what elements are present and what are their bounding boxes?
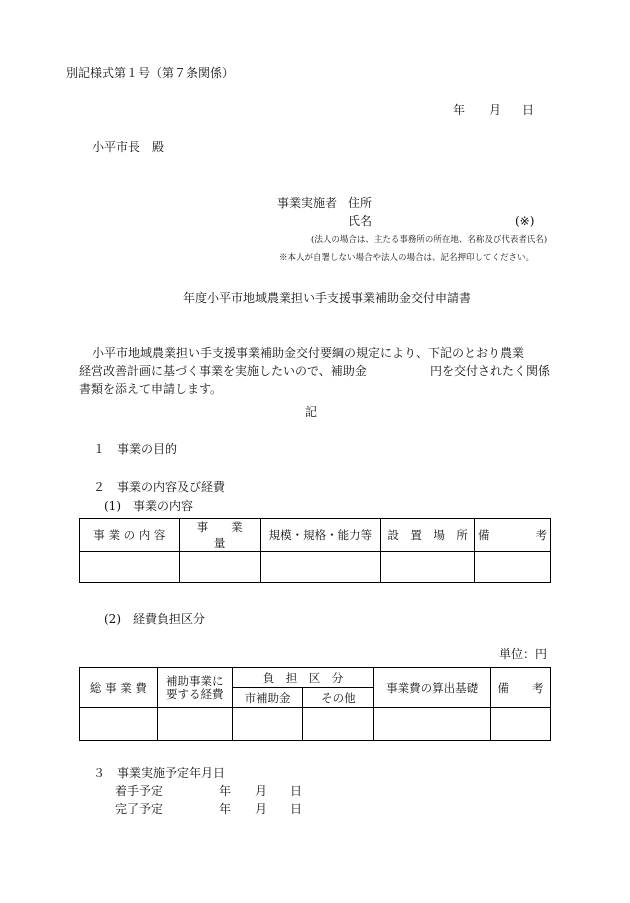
col-content: 事 業 の 内 容 xyxy=(80,519,180,552)
col-scale: 規模・規格・能力等 xyxy=(260,519,381,552)
body-line-3: 書類を添えて申請します。 xyxy=(79,382,223,396)
col-location: 設 置 場 所 xyxy=(381,519,475,552)
body-line-2b: 円を交付されたく関係 xyxy=(430,364,551,378)
col-burden: 負 担 区 分 xyxy=(232,668,374,688)
subsidy-target-cell xyxy=(157,708,232,741)
table-row xyxy=(80,552,551,583)
date-day: 日 xyxy=(522,103,535,117)
body-line-1: 小平市地域農業担い手支援事業補助金交付要綱の規定により、下記のとおり農業 xyxy=(92,346,525,360)
subsection-2-cost-share: (2) 経費負担区分 xyxy=(104,612,205,626)
ki-mark: 記 xyxy=(305,405,318,419)
form-id: 別記様式第１号（第７条関係） xyxy=(66,66,235,80)
unit-label: 単位：円 xyxy=(499,647,548,661)
location-cell xyxy=(381,552,475,583)
remarks-cell xyxy=(491,708,551,741)
date-year: 年 xyxy=(453,103,466,117)
seal-mark: (※) xyxy=(515,214,535,228)
section-1-purpose: １ 事業の目的 xyxy=(93,442,178,456)
content-cell xyxy=(80,552,180,583)
note-signature: ※本人が自署しない場合や法人の場合は、記名押印してください。 xyxy=(279,253,535,263)
section-2-content-cost: ２ 事業の内容及び経費 xyxy=(93,480,226,494)
cost-share-table xyxy=(79,667,551,741)
applicant-role: 事業実施者 xyxy=(277,196,338,210)
col-basis: 事業費の算出基礎 xyxy=(374,668,491,708)
basis-cell xyxy=(374,708,491,741)
city-cell xyxy=(232,708,303,741)
quantity-cell xyxy=(179,552,260,583)
address-label: 住所 xyxy=(348,196,373,210)
col-subsidy-target: 補助事業に要する経費 xyxy=(157,668,232,708)
start-month: 月 xyxy=(255,784,268,798)
name-label: 氏名 xyxy=(348,214,373,228)
col-total-cost: 総 事 業 費 xyxy=(80,668,158,708)
table-row xyxy=(80,708,551,741)
start-label: 着手予定 xyxy=(115,784,164,798)
date-month: 月 xyxy=(489,103,502,117)
start-year: 年 xyxy=(219,784,232,798)
col-other: その他 xyxy=(303,688,374,708)
remarks-cell xyxy=(475,552,551,583)
total-cell xyxy=(80,708,158,741)
document-title: 年度小平市地域農業担い手支援事業補助金交付申請書 xyxy=(183,291,472,305)
scale-cell xyxy=(260,552,381,583)
body-line-2a: 経営改善計画に基づく事業を実施したいので、補助金 xyxy=(79,364,367,378)
col-city-subsidy: 市補助金 xyxy=(232,688,303,708)
col-remarks: 備 考 xyxy=(475,519,551,552)
finish-day: 日 xyxy=(290,802,303,816)
finish-label: 完了予定 xyxy=(115,802,164,816)
content-table xyxy=(79,518,551,583)
note-corporate: (法人の場合は、主たる事務所の所在地、名称及び代表者氏名) xyxy=(311,235,548,245)
col-quantity: 事 業 量 xyxy=(179,519,260,552)
finish-month: 月 xyxy=(255,802,268,816)
section-3-schedule: ３ 事業実施予定年月日 xyxy=(93,766,226,780)
col-remarks: 備 考 xyxy=(491,668,551,708)
addressee: 小平市長 殿 xyxy=(92,140,165,154)
start-day: 日 xyxy=(290,784,303,798)
finish-year: 年 xyxy=(219,802,232,816)
subsection-1-content: (1) 事業の内容 xyxy=(104,499,193,513)
other-cell xyxy=(303,708,374,741)
